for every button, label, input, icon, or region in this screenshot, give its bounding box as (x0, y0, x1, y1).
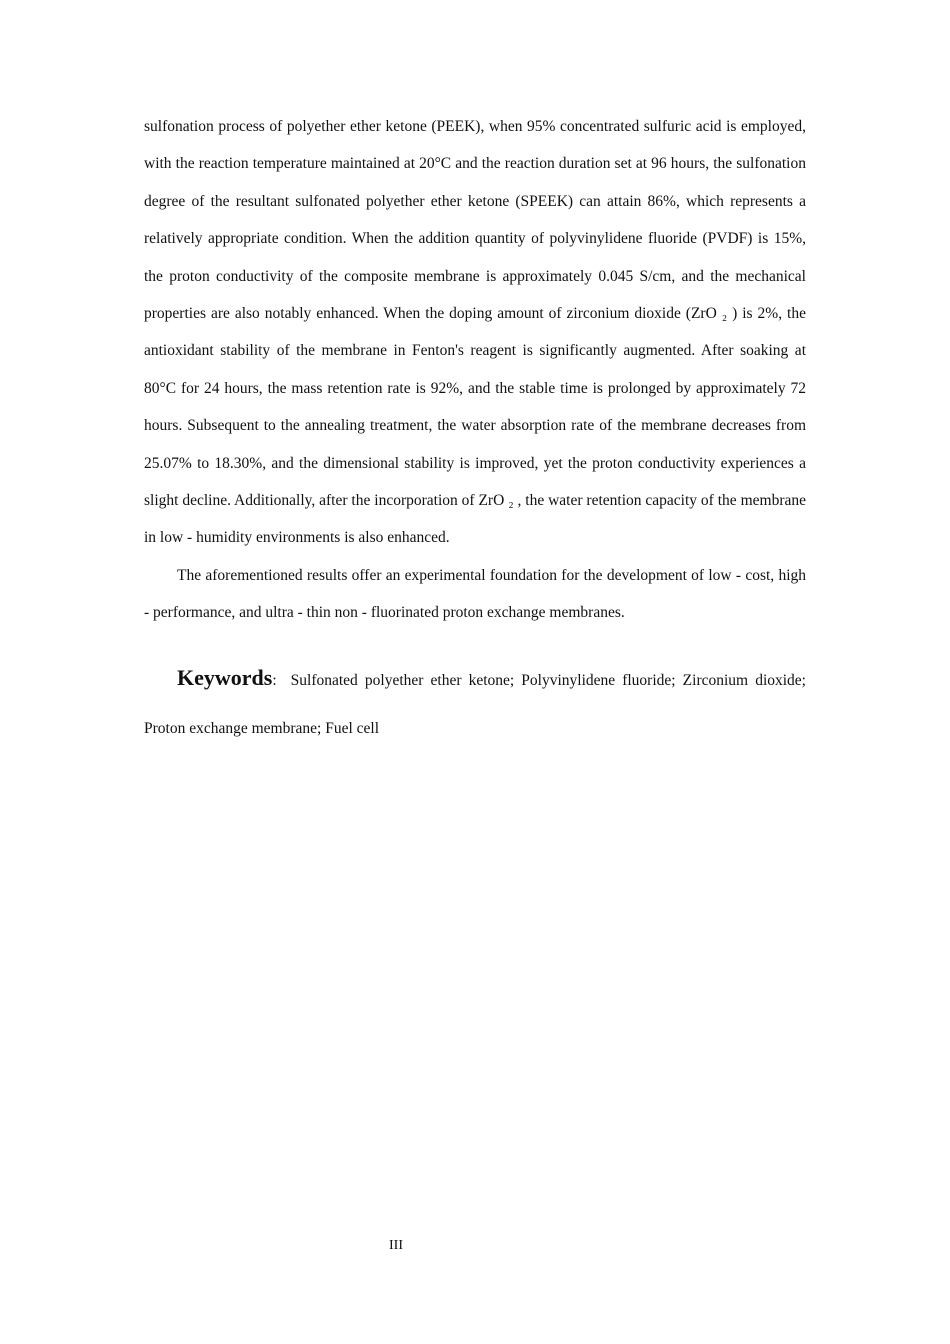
abstract-paragraph-1: sulfonation process of polyether ether ketone (PEEK), when 95% concentrated sulfuric acid is employed, with the reaction temperature maintained at 20°C and the reaction duration set at 96 hours, the sulfonation degree of the resultant sulfonated polyether ether ketone (SPEEK) can attain 86%, which represents a relatively appropriate condition. When the addition quantity of polyvinylidene fluoride (PVDF) is 15%, the proton conductivity of the composite membrane is approximately 0.045 S/cm, and the mechanical properties are also notably enhanced. When the doping amount of zirconium dioxide (ZrO ₂ ) is 2%, the antioxidant stability of the membrane in Fenton's reagent is significantly augmented. After soaking at 80°C for 24 hours, the mass retention rate is 92%, and the stable time is prolonged by approximately 72 hours. Subsequent to the annealing treatment, the water absorption rate of the membrane decreases from 25.07% to 18.30%, and the dimensional stability is improved, yet the proton conductivity experiences a slight decline. Additionally, after the incorporation of ZrO ₂ , the water retention capacity of the membrane in low - humidity environments is also enhanced. (144, 118, 806, 547)
keywords-line (144, 654, 806, 753)
keywords-colon: : (272, 671, 277, 689)
abstract-paragraph-2: The aforementioned results offer an experimental foundation for the development of low - cost, high - performance, and ultra - thin non - fluorinated proton exchange membranes. (144, 566, 806, 622)
abstract-body (144, 108, 806, 753)
page-number: III (389, 1238, 403, 1253)
keywords-text: Sulfonated polyether ether ketone; Polyvinylidene fluoride; Zirconium dioxide; Proton exchange membrane; Fuel cell (144, 671, 806, 737)
keywords-label: Keywords (177, 664, 273, 690)
